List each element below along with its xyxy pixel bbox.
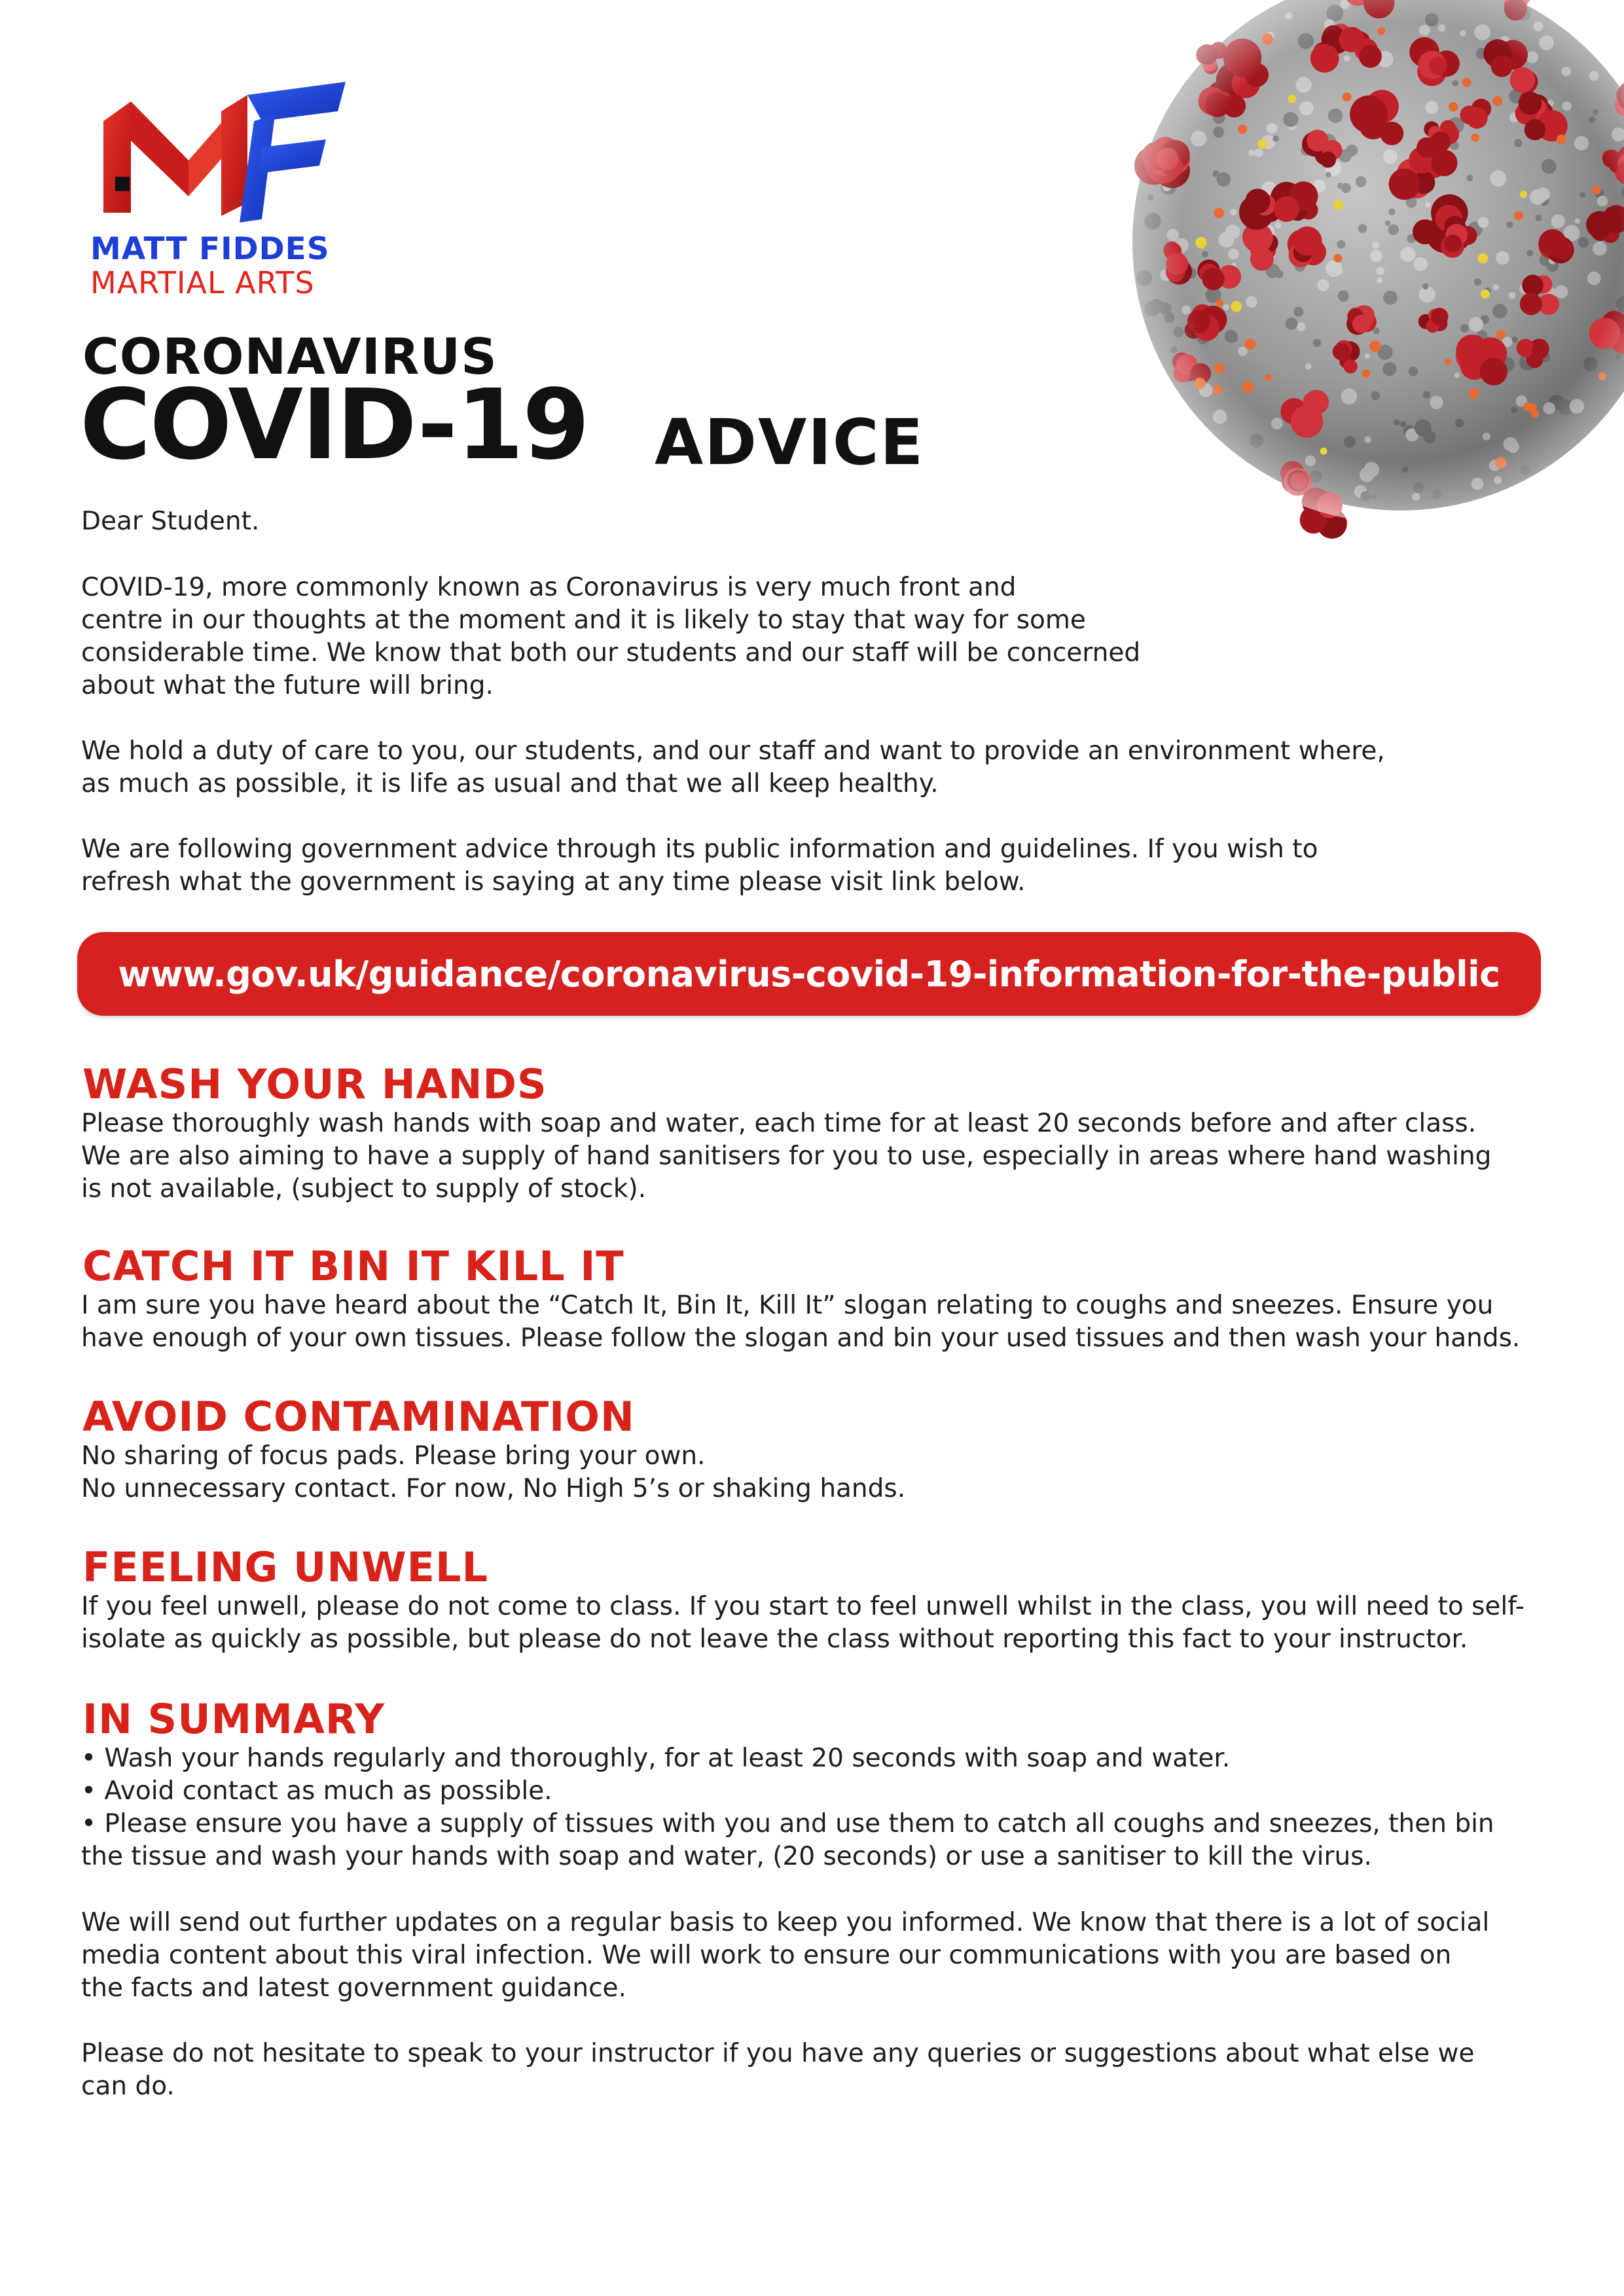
section-title-avoid-contamination: AVOID CONTAMINATION — [82, 1393, 635, 1441]
closing-paragraph-2: Please do not hesitate to speak to your instructor if you have any queries or suggestions about what else we can do. — [81, 2039, 1475, 2101]
guidance-link-banner[interactable] — [77, 932, 1541, 1016]
brand-logo — [84, 82, 352, 298]
headline-kicker: CORONAVIRUS — [82, 327, 497, 386]
brand-name: MATT FIDDES — [90, 231, 330, 267]
section-body-catch-it: I am sure you have heard about the “Catch It, Bin It, Kill It” slogan relating to coughs and sneezes. Ensure you have enough of your own tissues. Please follow the slogan and bin your used tissues and then wash your hands. — [81, 1291, 1521, 1353]
coronavirus-illustration-icon — [1001, 0, 1624, 661]
section-title-wash-hands: WASH YOUR HANDS — [82, 1060, 547, 1108]
closing-paragraph-1: We will send out further updates on a regular basis to keep you informed. We know that there is a lot of social media content about this viral infection. We will work to ensure our communications with you are based on the facts and latest government guidance. — [81, 1908, 1490, 2003]
section-title-in-summary: IN SUMMARY — [82, 1695, 386, 1743]
guidance-link[interactable]: www.gov.uk/guidance/coronavirus-covid-19-information-for-the-public — [118, 953, 1500, 995]
intro-paragraph-3: We are following government advice through its public information and guidelines. If you wish to refresh what the government is saying at any time please visit link below. — [81, 834, 1318, 897]
section-body-wash-hands: Please thoroughly wash hands with soap and water, each time for at least 20 seconds before and after class. We are also aiming to have a supply of hand sanitisers for you to use, especially in areas where hand washing is not available, (subject to supply of stock). — [81, 1109, 1492, 1204]
greeting: Dear Student. — [81, 507, 260, 536]
headline-title: COVID-19 — [80, 368, 589, 481]
section-body-feeling-unwell: If you feel unwell, please do not come to class. If you start to feel unwell whilst in the class, you will need to self- isolate as quickly as possible, but please do not leave the class without reporting this fact to your instructor. — [81, 1592, 1525, 1654]
section-body-avoid-contamination: No sharing of focus pads. Please bring your own. No unnecessary contact. For now, No High 5’s or shaking hands. — [81, 1441, 906, 1503]
intro-paragraph-2: We hold a duty of care to you, our students, and our staff and want to provide an environment where, as much as possible, it is life as usual and that we all keep healthy. — [81, 736, 1385, 798]
mf-logo-icon — [90, 82, 346, 226]
section-title-feeling-unwell: FEELING UNWELL — [82, 1543, 488, 1591]
headline-suffix: ADVICE — [655, 406, 925, 479]
section-title-catch-it: CATCH IT BIN IT KILL IT — [82, 1242, 624, 1290]
intro-paragraph-1: COVID-19, more commonly known as Coronavirus is very much front and centre in our thoughts at the moment and it is likely to stay that way for some considerable time. We know that both our students and our staff will be concerned about what the future will bring. — [81, 573, 1141, 700]
brand-subtitle: MARTIAL ARTS — [90, 265, 315, 300]
section-body-in-summary: • Wash your hands regularly and thoroughly, for at least 20 seconds with soap and water. • Avoid contact as much as possible. • Please ensure you have a supply of tissues with you and use them to catch all coughs and sneezes, then bin the tissue and wash your hands with soap and water, (20 seconds) or use a sanitiser to kill the virus. — [81, 1744, 1494, 1871]
